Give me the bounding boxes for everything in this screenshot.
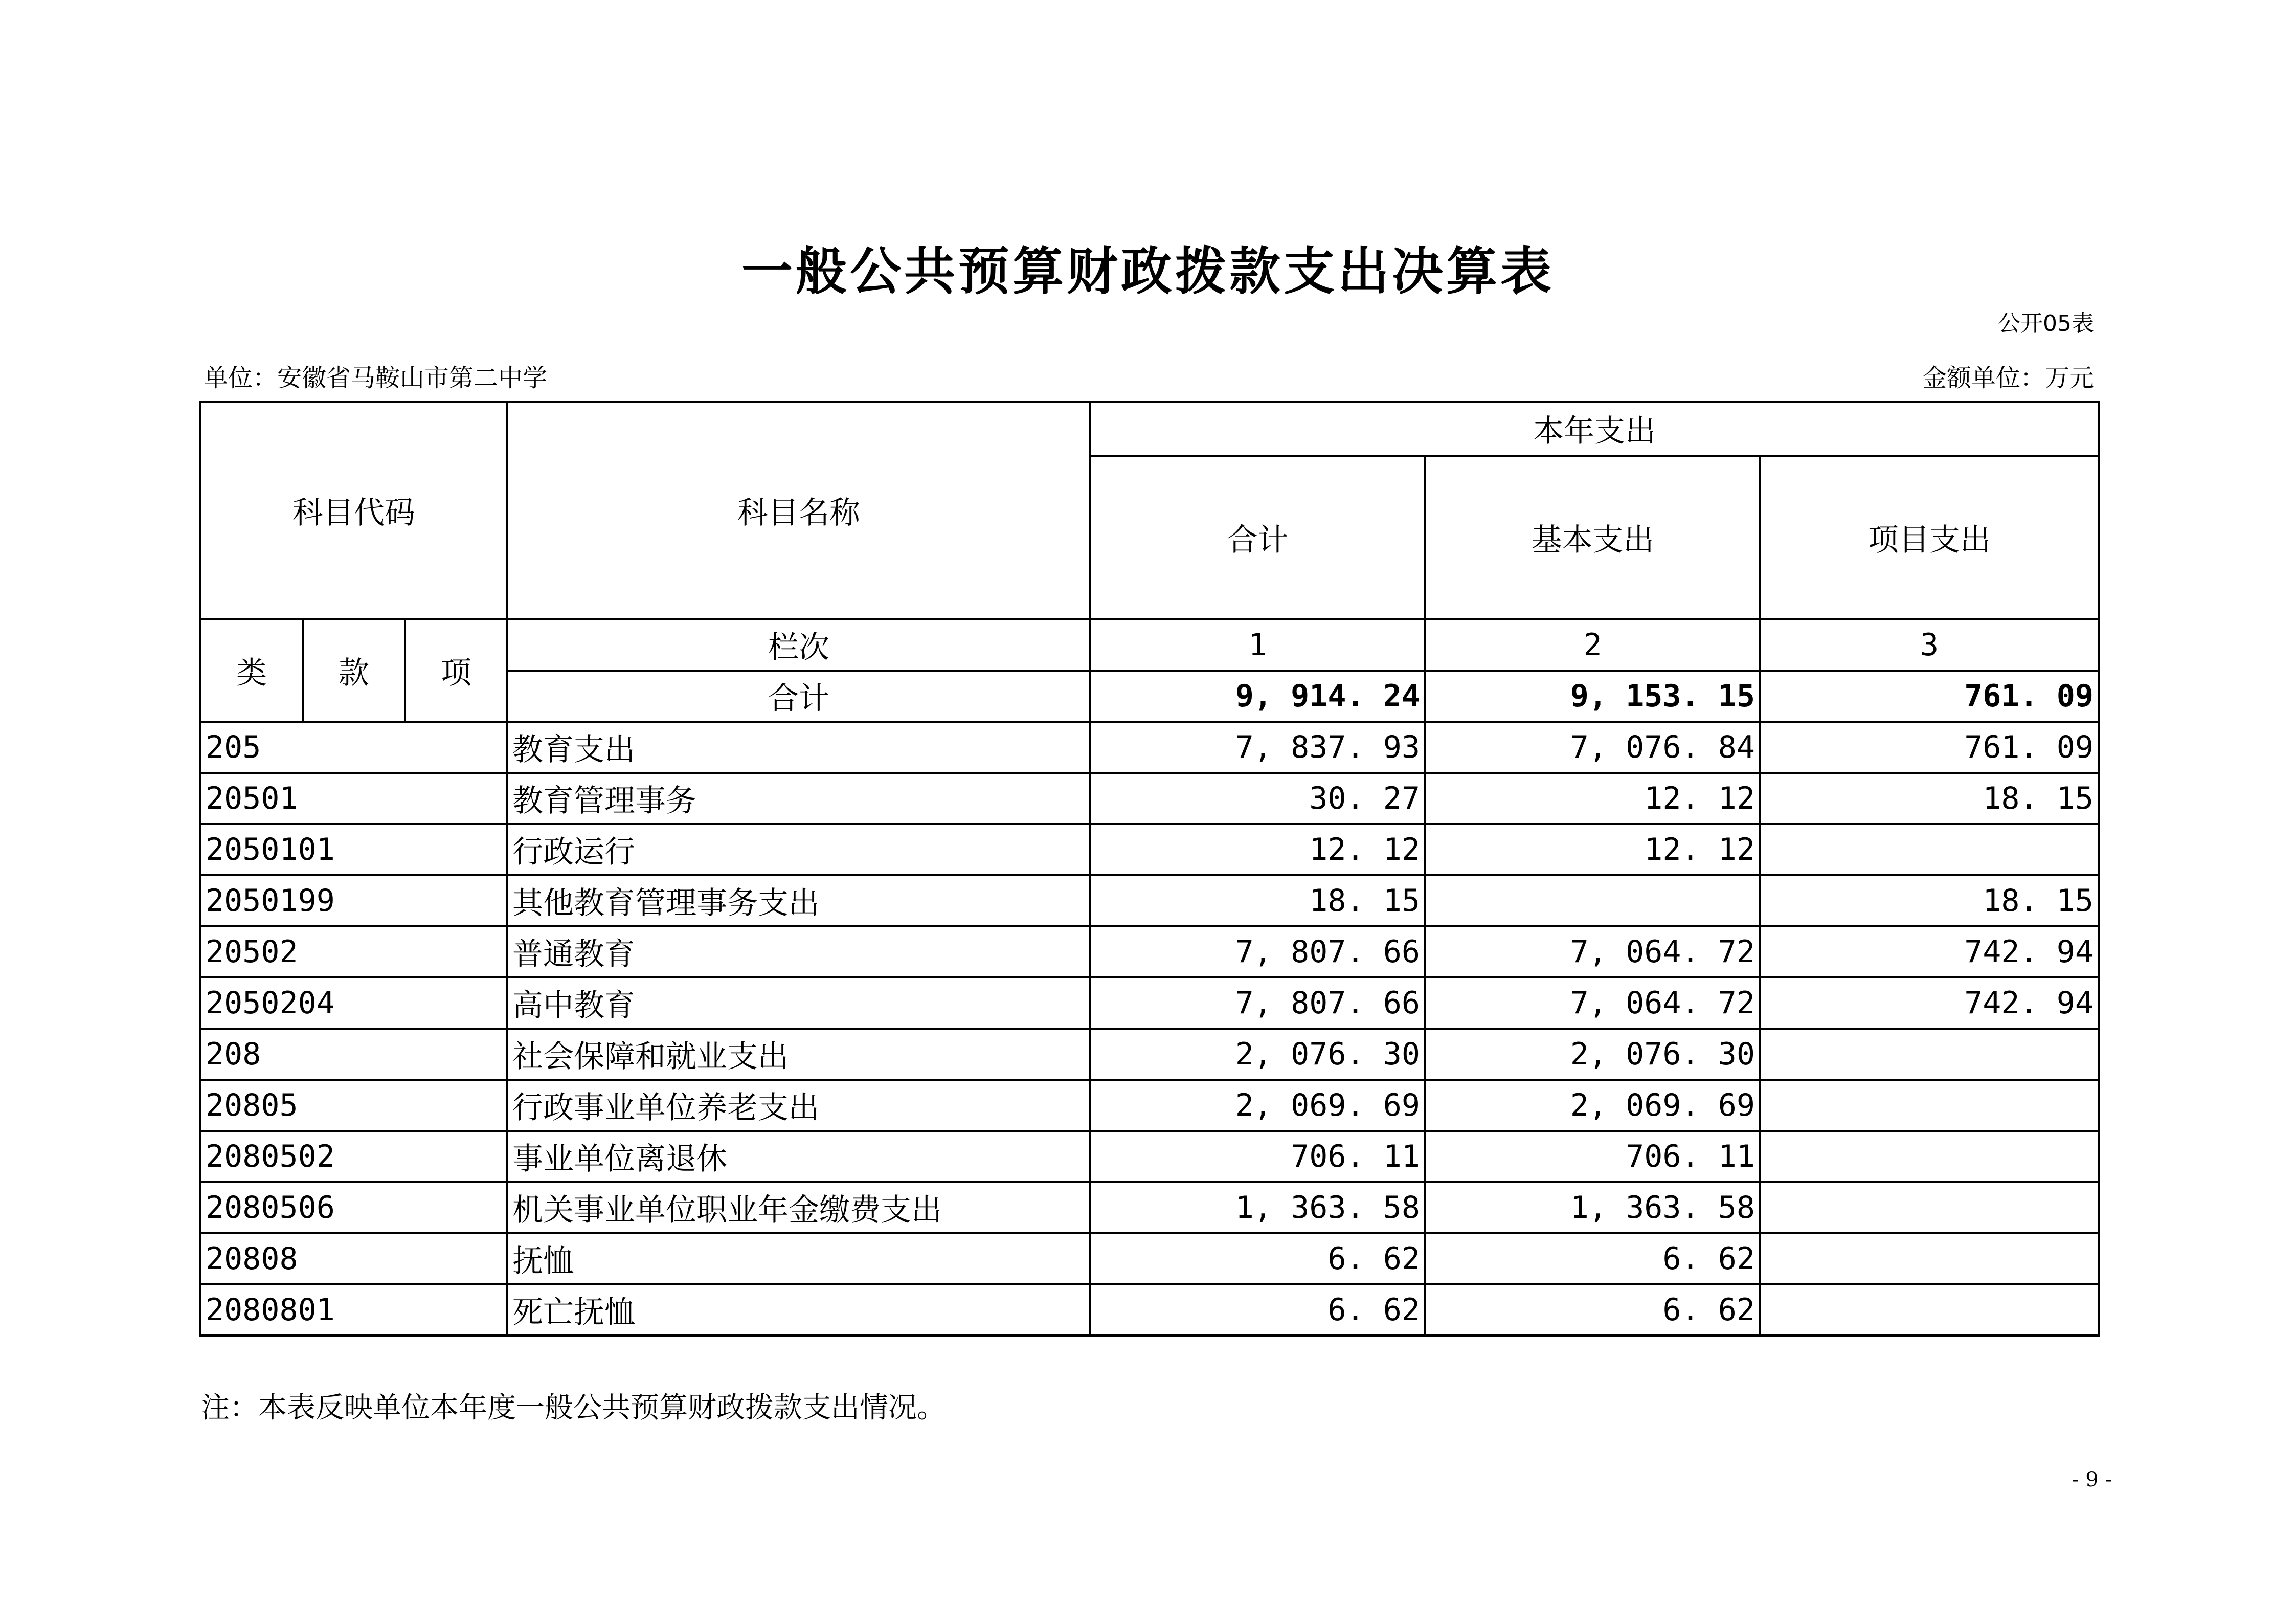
- row-total: 2, 076. 30: [1090, 1029, 1425, 1080]
- header-lei: 类: [200, 619, 303, 722]
- row-project: [1760, 1182, 2099, 1233]
- row-name: 死亡抚恤: [507, 1284, 1090, 1336]
- row-basic: 7, 064. 72: [1425, 977, 1760, 1029]
- row-name: 行政事业单位养老支出: [507, 1080, 1090, 1131]
- row-basic: 12. 12: [1425, 773, 1760, 824]
- amount-unit-label: 金额单位：万元: [1922, 364, 2094, 392]
- row-code: 208: [200, 1029, 507, 1080]
- page-number: - 9 -: [2072, 1468, 2112, 1492]
- row-project: 742. 94: [1760, 977, 2099, 1029]
- row-code: 2080506: [200, 1182, 507, 1233]
- row-code: 20808: [200, 1233, 507, 1284]
- row-total: 30. 27: [1090, 773, 1425, 824]
- row-name: 事业单位离退休: [507, 1131, 1090, 1182]
- unit-label: 单位：安徽省马鞍山市第二中学: [204, 364, 548, 392]
- form-code: 公开05表: [1998, 310, 2094, 337]
- table-row: [200, 977, 2099, 1029]
- row-basic: 12. 12: [1425, 824, 1760, 875]
- table-row: [200, 824, 2099, 875]
- row-name: 普通教育: [507, 926, 1090, 977]
- table-row: [200, 773, 2099, 824]
- row-name: 教育支出: [507, 722, 1090, 773]
- header-col3: 3: [1760, 619, 2099, 671]
- row-basic: 2, 069. 69: [1425, 1080, 1760, 1131]
- table-row: [200, 1284, 2099, 1336]
- row-code: 2080801: [200, 1284, 507, 1336]
- table-row: [200, 926, 2099, 977]
- header-kuan: 款: [303, 619, 405, 722]
- row-basic: 1, 363. 58: [1425, 1182, 1760, 1233]
- row-basic: [1425, 875, 1760, 926]
- row-name: 高中教育: [507, 977, 1090, 1029]
- table-row: [200, 1233, 2099, 1284]
- row-total: 12. 12: [1090, 824, 1425, 875]
- row-total: 7, 807. 66: [1090, 977, 1425, 1029]
- row-total: 7, 837. 93: [1090, 722, 1425, 773]
- row-project: [1760, 1080, 2099, 1131]
- header-col1: 1: [1090, 619, 1425, 671]
- row-code: 205: [200, 722, 507, 773]
- row-name: 机关事业单位职业年金缴费支出: [507, 1182, 1090, 1233]
- row-project: [1760, 1029, 2099, 1080]
- row-basic: 2, 076. 30: [1425, 1029, 1760, 1080]
- header-column-order: 栏次: [507, 619, 1090, 671]
- row-total: 6. 62: [1090, 1284, 1425, 1336]
- row-basic: 6. 62: [1425, 1233, 1760, 1284]
- row-code: 20501: [200, 773, 507, 824]
- row-total: 1, 363. 58: [1090, 1182, 1425, 1233]
- table-note: 注：本表反映单位本年度一般公共预算财政拨款支出情况。: [201, 1391, 946, 1425]
- row-project: [1760, 1131, 2099, 1182]
- row-basic: 706. 11: [1425, 1131, 1760, 1182]
- row-name: 抚恤: [507, 1233, 1090, 1284]
- header-basic: 基本支出: [1425, 456, 1760, 619]
- table-row: [200, 1080, 2099, 1131]
- header-subject-name: 科目名称: [507, 402, 1090, 619]
- sum-project: 761. 09: [1760, 671, 2099, 722]
- row-total: 18. 15: [1090, 875, 1425, 926]
- table-row: [200, 1182, 2099, 1233]
- table-row: [200, 875, 2099, 926]
- row-total: 7, 807. 66: [1090, 926, 1425, 977]
- row-name: 其他教育管理事务支出: [507, 875, 1090, 926]
- header-total: 合计: [1090, 456, 1425, 619]
- expenditure-table: [199, 401, 2100, 1337]
- header-subject-code: 科目代码: [200, 402, 507, 619]
- table-row: [200, 1029, 2099, 1080]
- row-code: 2050101: [200, 824, 507, 875]
- row-project: 18. 15: [1760, 875, 2099, 926]
- table-row: [200, 1131, 2099, 1182]
- sum-label: 合计: [507, 671, 1090, 722]
- page-title: 一般公共预算财政拨款支出决算表: [741, 241, 1555, 301]
- row-name: 行政运行: [507, 824, 1090, 875]
- row-code: 2050204: [200, 977, 507, 1029]
- row-code: 20805: [200, 1080, 507, 1131]
- row-name: 社会保障和就业支出: [507, 1029, 1090, 1080]
- row-total: 6. 62: [1090, 1233, 1425, 1284]
- row-code: 2080502: [200, 1131, 507, 1182]
- row-total: 706. 11: [1090, 1131, 1425, 1182]
- row-project: [1760, 1284, 2099, 1336]
- row-basic: 7, 076. 84: [1425, 722, 1760, 773]
- row-basic: 7, 064. 72: [1425, 926, 1760, 977]
- header-col2: 2: [1425, 619, 1760, 671]
- sum-total: 9, 914. 24: [1090, 671, 1425, 722]
- table-row: [200, 722, 2099, 773]
- row-code: 2050199: [200, 875, 507, 926]
- row-total: 2, 069. 69: [1090, 1080, 1425, 1131]
- header-current-year: 本年支出: [1090, 402, 2099, 456]
- row-project: [1760, 1233, 2099, 1284]
- row-project: [1760, 824, 2099, 875]
- header-project: 项目支出: [1760, 456, 2099, 619]
- row-project: 742. 94: [1760, 926, 2099, 977]
- header-xiang: 项: [405, 619, 507, 722]
- row-name: 教育管理事务: [507, 773, 1090, 824]
- sum-basic: 9, 153. 15: [1425, 671, 1760, 722]
- row-code: 20502: [200, 926, 507, 977]
- row-project: 18. 15: [1760, 773, 2099, 824]
- row-project: 761. 09: [1760, 722, 2099, 773]
- table-body: [200, 722, 2099, 1336]
- row-basic: 6. 62: [1425, 1284, 1760, 1336]
